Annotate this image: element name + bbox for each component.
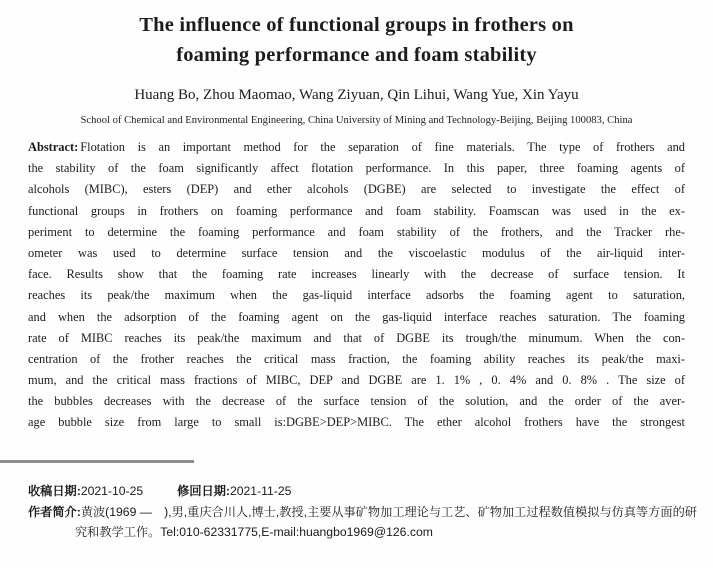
author-bio-line2: 究和教学工作。Tel:010-62331775,E-mail:huangbo1969@126.com bbox=[75, 525, 433, 539]
abstract-line: alcohols (MIBC), esters (DEP) and ether alcohols (DGBE) are selected to investigate the effect of bbox=[28, 182, 685, 197]
abstract-section bbox=[28, 137, 685, 434]
received-date-value: 2021-10-25 bbox=[80, 484, 144, 498]
footnote-dates-line bbox=[28, 481, 700, 502]
abstract-line: centration of the frother reaches the critical mass fraction, the foaming ability reaches its peak/the maxi- bbox=[28, 351, 685, 366]
footnote-section bbox=[28, 481, 700, 543]
abstract-line: rate of MIBC reaches its peak/the maximum and that of DGBE its trough/the minumum. When the con- bbox=[28, 330, 685, 345]
abstract-line-text: Flotation is an important method for the separation of fine materials. The type of frothers and bbox=[80, 140, 685, 154]
footnote-rule bbox=[0, 460, 194, 463]
abstract-line: functional groups in frothers on foaming performance and foam stability. Foamscan was used in the ex- bbox=[28, 203, 685, 218]
author-bio-text: 黄波(1969 — ),男,重庆合川人,博士,教授,主要从事矿物加工理论与工艺、矿物加工过程数值模拟与仿真等方面的研 bbox=[80, 504, 697, 519]
abstract-label: Abstract: bbox=[28, 140, 79, 154]
abstract-line: face. Results show that the foaming rate increases linearly with the decrease of surface tension. It bbox=[28, 267, 685, 282]
page-title-line1: The influence of functional groups in frothers on bbox=[139, 14, 574, 36]
affiliation-line: School of Chemical and Environmental Engineering, China University of Mining and Technology-Beijing, Beijing 100083, China bbox=[80, 115, 633, 126]
page-title-line2: foaming performance and foam stability bbox=[176, 44, 537, 66]
abstract-line bbox=[28, 137, 685, 158]
abstract-line: mum, and the critical mass fractions of MIBC, DEP and DGBE are 1. 1% , 0. 4% and 0. 8% . The size of bbox=[28, 373, 685, 388]
abstract-line: ometer was used to determine surface tension and the viscoelastic modulus of the air-liquid inter- bbox=[28, 245, 685, 260]
revised-date-value: 2021-11-25 bbox=[229, 484, 292, 498]
abstract-line: age bubble size from large to small is:DGBE>DEP>MIBC. The ether alcohol frothers have the strongest bbox=[28, 415, 685, 430]
revised-date-label: 修回日期: bbox=[177, 484, 230, 498]
received-date-label: 收稿日期: bbox=[28, 484, 81, 498]
page-title bbox=[0, 10, 713, 70]
authors-line: Huang Bo, Zhou Maomao, Wang Ziyuan, Qin Lihui, Wang Yue, Xin Yayu bbox=[134, 87, 579, 103]
author-bio-line1 bbox=[28, 502, 700, 523]
abstract-line: reaches its peak/the maximum when the gas-liquid interface adsorbs the foaming agent to saturation, bbox=[28, 288, 685, 303]
abstract-line: and when the adsorption of the foaming agent on the gas-liquid interface reaches saturation. The foaming bbox=[28, 309, 685, 324]
abstract-line: the bubbles decreases with the decrease of the surface tension of the solution, and the order of the aver- bbox=[28, 394, 685, 409]
abstract-line: periment to determine the foaming performance and foam stability of the frothers, and the Tracker rhe- bbox=[28, 224, 685, 239]
abstract-line: the stability of the foam significantly affect flotation performance. In this paper, three foaming agents of bbox=[28, 161, 685, 176]
author-bio-label: 作者简介: bbox=[28, 504, 81, 519]
